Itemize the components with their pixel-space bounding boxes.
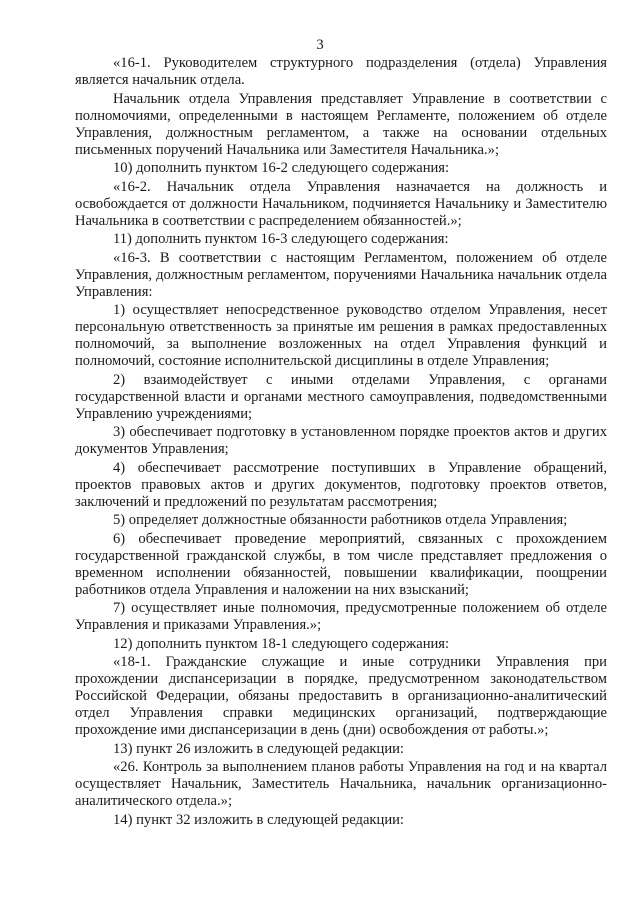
page-number: 3	[316, 37, 324, 53]
paragraph: «16-1. Руководителем структурного подразделения (отдела) Управления является начальник отдела.	[75, 55, 607, 88]
paragraph: «16-3. В соответствии с настоящим Регламентом, положением об отделе Управления, должностным регламентом, поручениями Начальника начальник отдела Управления:	[75, 249, 607, 300]
paragraph: 14) пункт 32 изложить в следующей редакции:	[113, 811, 404, 828]
paragraph: «18-1. Гражданские служащие и иные сотрудники Управления при прохождении диспансеризации в порядке, предусмотренном законодательством Российской Федерации, обязаны предоставить в организационно-аналитический отдел Управления справки медицинских организаций, подтверждающие прохождение ими диспансеризации в день (дни) освобождения от работы.»;	[75, 654, 607, 738]
paragraph: «26. Контроль за выполнением планов работы Управления на год и на квартал осуществляет Начальник, Заместитель Начальника, начальник организационно-аналитического отдела.»;	[75, 759, 607, 809]
paragraph: 10) дополнить пунктом 16-2 следующего содержания:	[113, 160, 450, 176]
paragraph: 2) взаимодействует с иными отделами Управления, с органами государственной власти и органами местного самоуправления, подведомственными Управлению учреждениями;	[75, 371, 607, 422]
paragraph: 4) обеспечивает рассмотрение поступивших в Управление обращений, проектов правовых актов и других документов, подготовку проектов ответов, заключений и предложений по результатам рассмотрения;	[75, 459, 607, 510]
paragraph: 12) дополнить пунктом 18-1 следующего содержания:	[113, 635, 450, 652]
document-body	[75, 55, 607, 830]
paragraph: 1) осуществляет непосредственное руководство отделом Управления, несет персональную ответственность за принятые им решения в рамках предоставленных полномочий, за выполнение возложенных на отдел Управления функций и полномочий, состояние исполнительской дисциплины в отделе Управления;	[75, 302, 607, 369]
paragraph: 5) определяет должностные обязанности работников отдела Управления;	[113, 512, 568, 528]
paragraph: 13) пункт 26 изложить в следующей редакции:	[113, 740, 404, 757]
paragraph: 3) обеспечивает подготовку в установленном порядке проектов актов и других документов Управления;	[75, 424, 607, 457]
paragraph: 11) дополнить пунктом 16-3 следующего содержания:	[113, 231, 449, 247]
paragraph: 7) осуществляет иные полномочия, предусмотренные положением об отделе Управления и приказами Управления.»;	[75, 600, 607, 633]
paragraph: 6) обеспечивает проведение мероприятий, связанных с прохождением государственной гражданской службы, в том числе представляет предложения о временном исполнении обязанностей, повышении квалификации, поощрении работников отдела Управления и наложении на них взысканий;	[75, 530, 607, 598]
paragraph: «16-2. Начальник отдела Управления назначается на должность и освобождается от должности Начальником, подчиняется Начальнику и Заместителю Начальника в соответствии с распределением обязанностей.»;	[75, 178, 607, 229]
paragraph: Начальник отдела Управления представляет Управление в соответствии с полномочиями, определенными в настоящем Регламенте, положением об отделе Управления, должностным регламентом, а также на основании отдельных письменных поручений Начальника или Заместителя Начальника.»;	[75, 90, 607, 158]
